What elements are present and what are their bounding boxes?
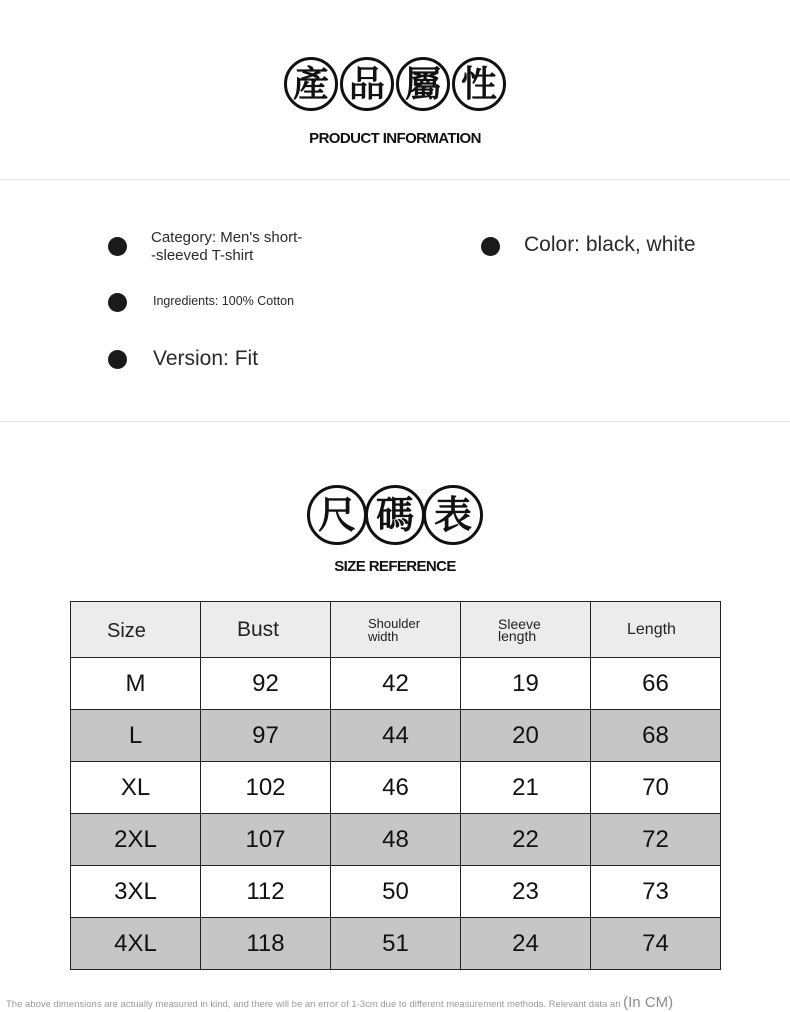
table-header-row	[71, 602, 721, 658]
size-reference-title-badges	[0, 485, 790, 545]
table-row	[71, 918, 721, 970]
cell-bust: 107	[201, 814, 331, 866]
cell-length: 72	[591, 814, 721, 866]
header-sleeve-line1: Sleeve	[498, 615, 541, 632]
bullet-dot	[108, 350, 127, 369]
header-shoulder-line1: Shoulder	[368, 615, 421, 631]
cell-size: 4XL	[71, 918, 201, 970]
category-text	[151, 229, 302, 265]
cell-bust: 92	[201, 658, 331, 710]
cell-shoulder: 44	[331, 710, 461, 762]
cell-sleeve: 22	[461, 814, 591, 866]
cell-length: 66	[591, 658, 721, 710]
header-bust: Bust	[201, 602, 331, 658]
cell-bust: 112	[201, 866, 331, 918]
cell-shoulder: 51	[331, 918, 461, 970]
cell-bust: 118	[201, 918, 331, 970]
ingredients-text: Ingredients: 100% Cotton	[153, 294, 295, 308]
measurement-footnote	[6, 994, 790, 1011]
cell-sleeve: 23	[461, 866, 591, 918]
table-row	[71, 866, 721, 918]
product-info-title-badges	[0, 57, 790, 111]
version-text: Version: Fit	[153, 347, 259, 370]
cell-length: 73	[591, 866, 721, 918]
cell-sleeve: 19	[461, 658, 591, 710]
header-shoulder-line2: width	[368, 628, 399, 644]
cell-sleeve: 20	[461, 710, 591, 762]
section-divider	[0, 179, 790, 180]
category-line2: -sleeved T-shirt	[151, 247, 254, 264]
header-length: Length	[591, 602, 721, 658]
size-chart-table	[70, 601, 721, 970]
color-text: Color: black, white	[524, 233, 696, 256]
cell-shoulder: 48	[331, 814, 461, 866]
title-badge-char: 尺	[307, 485, 367, 545]
cell-bust: 97	[201, 710, 331, 762]
cell-size: 2XL	[71, 814, 201, 866]
title-badge-char: 產	[284, 57, 338, 111]
unit-label: (In CM)	[623, 994, 674, 1011]
bullet-dot	[108, 237, 127, 256]
footnote-text: The above dimensions are actually measured in kind, and there will be an error of 1-3cm due to different measurement methods. Relevant data an	[6, 999, 621, 1010]
product-info-subtitle: PRODUCT INFORMATION	[309, 130, 481, 147]
table-row	[71, 762, 721, 814]
title-badge-char: 表	[423, 485, 483, 545]
title-badge-char: 性	[452, 57, 506, 111]
header-sleeve-length	[461, 602, 591, 658]
section-divider	[0, 421, 790, 422]
cell-bust: 102	[201, 762, 331, 814]
header-sleeve-line2: length	[498, 627, 537, 644]
title-badge-char: 品	[340, 57, 394, 111]
cell-sleeve: 24	[461, 918, 591, 970]
title-badge-char: 屬	[396, 57, 450, 111]
cell-length: 70	[591, 762, 721, 814]
title-badge-char: 碼	[365, 485, 425, 545]
table-row	[71, 658, 721, 710]
header-shoulder-width	[331, 602, 461, 658]
cell-length: 68	[591, 710, 721, 762]
cell-size: L	[71, 710, 201, 762]
table-row	[71, 710, 721, 762]
cell-length: 74	[591, 918, 721, 970]
cell-size: XL	[71, 762, 201, 814]
cell-sleeve: 21	[461, 762, 591, 814]
cell-size: M	[71, 658, 201, 710]
size-reference-subtitle: SIZE REFERENCE	[334, 558, 456, 575]
table-row	[71, 814, 721, 866]
cell-shoulder: 50	[331, 866, 461, 918]
cell-shoulder: 46	[331, 762, 461, 814]
category-line1: Category: Men's short-	[151, 229, 303, 246]
header-size: Size	[71, 602, 201, 658]
cell-size: 3XL	[71, 866, 201, 918]
bullet-dot	[481, 237, 500, 256]
bullet-dot	[108, 293, 127, 312]
cell-shoulder: 42	[331, 658, 461, 710]
